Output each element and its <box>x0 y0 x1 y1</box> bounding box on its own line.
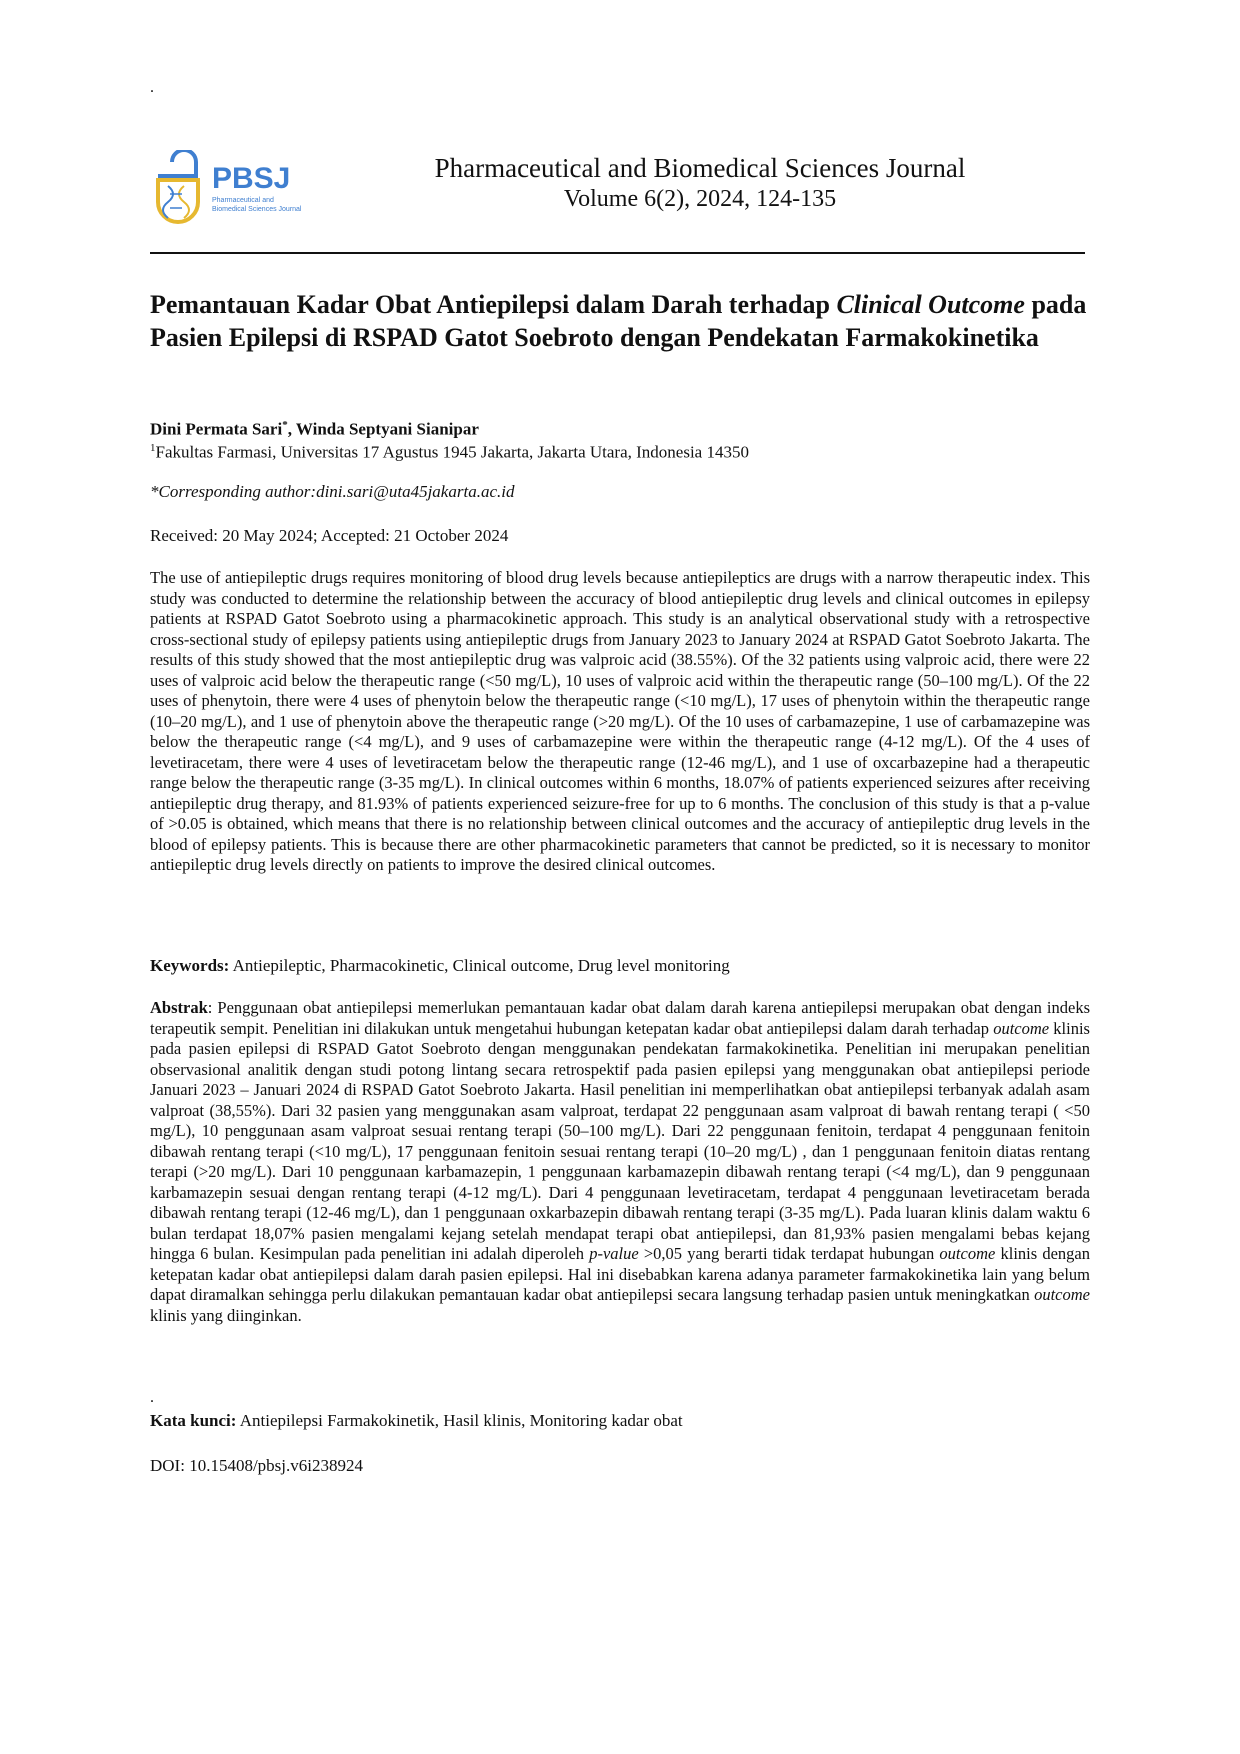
logo-subtitle-2: Biomedical Sciences Journal <box>212 206 302 213</box>
journal-header <box>360 152 1040 214</box>
pbsj-logo-icon <box>150 150 310 230</box>
article-title: Pemantauan Kadar Obat Antiepilepsi dalam Darah terhadap Clinical Outcome pada Pasien Epilepsi di RSPAD Gatot Soebroto dengan Pendekatan Farmakokinetika <box>150 290 1087 352</box>
logo-name: PBSJ <box>212 162 291 195</box>
keywords-label: Keywords: <box>150 956 230 975</box>
journal-title: Pharmaceutical and Biomedical Sciences Journal <box>434 153 966 183</box>
author-list: Dini Permata Sari*, Winda Septyani Sianipar <box>150 419 479 439</box>
separator-dot: . <box>150 1389 154 1406</box>
doi: DOI: 10.15408/pbsj.v6i238924 <box>150 1456 363 1475</box>
logo-subtitle-1: Pharmaceutical and <box>212 197 274 204</box>
abstract-english: The use of antiepileptic drugs requires monitoring of blood drug levels because antiepileptics are drugs with a narrow therapeutic index. This study was conducted to determine the relationship between the accuracy of blood antiepileptic drug levels and clinical outcomes in epilepsy patients at RSPAD Gatot Soebroto using a pharmacokinetic approach. This study is an analytical observational study with a retrospective cross-sectional study of epilepsy patients using antiepileptic drugs from January 2023 to January 2024 at RSPAD Gatot Soebroto Jakarta. The results of this study showed that the most antiepileptic drug was valproic acid (38.55%). Of the 32 patients using valproic acid, there were 22 uses of valproic acid below the therapeutic range (<50 mg/L), 10 uses of valproic acid within the therapeutic range (50–100 mg/L). Of the 22 uses of phenytoin, there were 4 uses of phenytoin below the therapeutic range (<10 mg/L), 17 uses of phenytoin within the therapeutic range (10–20 mg/L), and 1 use of phenytoin above the therapeutic range (>20 mg/L). Of the 10 uses of carbamazepine, 1 use of carbamazepine was below the therapeutic range (<4 mg/L), and 9 uses of carbamazepine were within the therapeutic range (4-12 mg/L). Of the 4 uses of levetiracetam, there were 4 uses of levetiracetam below the therapeutic range (12-46 mg/L), and 1 use of oxcarbazepine had a therapeutic range below the therapeutic range (3-35 mg/L). In clinical outcomes within 6 months, 18.07% of patients experienced seizures after receiving antiepileptic drug therapy, and 81.93% of patients experienced seizure-free for up to 6 months. The conclusion of this study is that a p-value of >0.05 is obtained, which means that there is no relationship between clinical outcomes and the accuracy of antiepileptic drug levels in the blood of epilepsy patients. This is because there are other pharmacokinetic parameters that cannot be predicted, so it is necessary to monitor antiepileptic drug levels directly on patients to improve the desired clinical outcomes. <box>150 568 1090 874</box>
leading-dot: . <box>150 79 154 96</box>
abstrak-label: Abstrak <box>150 998 208 1017</box>
journal-logo <box>150 150 310 230</box>
header-rule <box>150 252 1085 254</box>
abstract-indonesian: Abstrak: Penggunaan obat antiepilepsi memerlukan pemantauan kadar obat dalam darah karena antiepilepsi merupakan obat dengan indeks terapeutik sempit. Penelitian ini dilakukan untuk mengetahui hubungan ketepatan kadar obat antiepilepsi dalam darah terhadap outcome klinis pada pasien epilepsi di RSPAD Gatot Soebroto dengan menggunakan pendekatan farmakokinetika. Penelitian ini merupakan penelitian observasional analitik dengan studi potong lintang secara retrospektif pada pasien epilepsi yang menggunakan obat antiepilepsi periode Januari 2023 – Januari 2024 di RSPAD Gatot Soebroto Jakarta. Hasil penelitian ini memperlihatkan obat antiepilepsi terbanyak adalah asam valproat (38,55%). Dari 32 pasien yang menggunakan asam valproat, terdapat 22 penggunaan asam valproat di bawah rentang terapi ( <50 mg/L), 10 penggunaan asam valproat sesuai rentang terapi (50–100 mg/L). Dari 22 penggunaan fenitoin, terdapat 4 penggunaan fenitoin dibawah rentang terapi (<10 mg/L), 17 penggunaan fenitoin sesuai rentang terapi (10–20 mg/L) , dan 1 penggunaan fenitoin diatas rentang terapi (>20 mg/L). Dari 10 penggunaan karbamazepin, 1 penggunaan karbamazepin dibawah rentang terapi (<4 mg/L), dan 9 penggunaan karbamazepin sesuai dengan rentang terapi (4-12 mg/L). Dari 4 penggunaan levetiracetam, terdapat 4 penggunaan levetiracetam berada dibawah rentang terapi (12-46 mg/L), dan 1 penggunaan oxkarbazepin dibawah rentang terapi (3-35 mg/L). Pada luaran klinis dalam waktu 6 bulan terdapat 18,07% pasien mengalami kejang setelah mendapat terapi obat antiepilepsi, dan 81,93% pasien mengalami bebas kejang hingga 6 bulan. Kesimpulan pada penelitian ini adalah diperoleh p-value >0,05 yang berarti tidak terdapat hubungan outcome klinis dengan ketepatan kadar obat antiepilepsi dalam darah pasien epilepsi. Hal ini disebabkan karena adanya parameter farmakokinetika lain yang belum dapat diramalkan sehingga perlu dilakukan pemantauan kadar obat antiepilepsi secara langsung terhadap pasien untuk meningkatkan outcome klinis yang diinginkan. <box>150 998 1090 1325</box>
author-name: Winda Septyani Sianipar <box>295 419 479 439</box>
kata-kunci: Kata kunci: Antiepilepsi Farmakokinetik, Hasil klinis, Monitoring kadar obat <box>150 1411 683 1430</box>
received-accepted-dates: Received: 20 May 2024; Accepted: 21 October 2024 <box>150 526 509 545</box>
author-name: Dini Permata Sari <box>150 419 283 439</box>
corresponding-author: *Corresponding author:dini.sari@uta45jakarta.ac.id <box>150 482 515 501</box>
kata-kunci-label: Kata kunci: <box>150 1411 237 1430</box>
keywords: Keywords: Antiepileptic, Pharmacokinetic, Clinical outcome, Drug level monitoring <box>150 956 730 975</box>
affiliation: $^1$Fakultas Farmasi, Universitas 17 Agustus 1945 Jakarta, Jakarta Utara, Indonesia 14350 <box>150 442 749 462</box>
journal-volume: Volume 6(2), 2024, 124-135 <box>563 186 837 212</box>
